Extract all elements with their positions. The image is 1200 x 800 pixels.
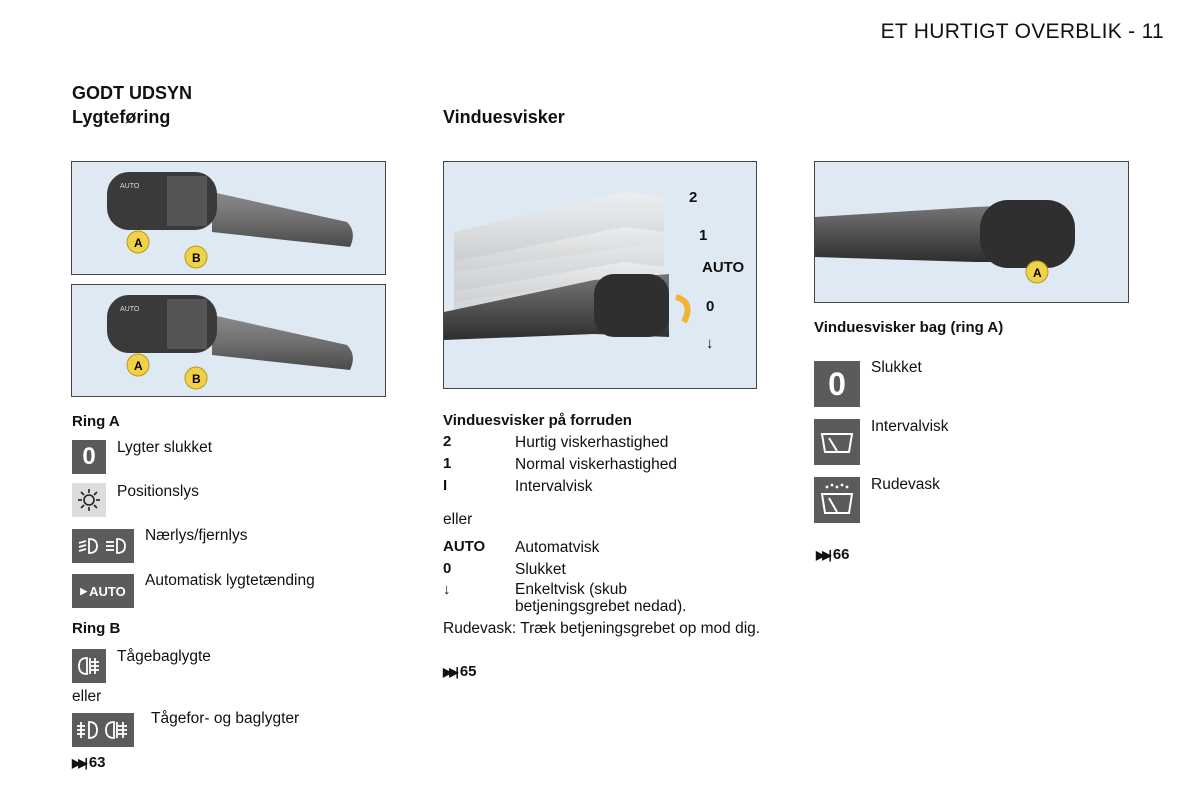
ring-b-title: Ring B (72, 620, 121, 637)
wiper-key: 1 (443, 455, 452, 472)
light-stalk-image-1 (71, 161, 386, 275)
ring-a-item-label: Positionslys (117, 483, 199, 500)
forward-icon: ▶▶| (816, 547, 829, 562)
wiper-desc: Normal viskerhastighed (515, 456, 677, 473)
wiper-desc: Intervalvisk (515, 478, 593, 495)
page-reference-63[interactable]: ▶▶| 63 (72, 754, 106, 771)
wiper-interval-icon (814, 419, 860, 465)
rear-item-label: Intervalvisk (871, 418, 949, 435)
wiper-position-label: ↓ (706, 335, 714, 352)
auto-mark: AUTO (120, 306, 140, 313)
light-stalk-image-2 (71, 284, 386, 397)
ring-b-marker: B (192, 251, 201, 265)
or-text: eller (72, 688, 102, 705)
zero-icon: 0 (814, 361, 860, 407)
position-light-icon (72, 483, 106, 517)
wiper-key: ↓ (443, 581, 451, 598)
wiper-desc: Automatvisk (515, 539, 600, 556)
rear-item-label: Rudevask (871, 476, 940, 493)
rear-wiper-title: Vinduesvisker bag (ring A) (814, 319, 1004, 336)
forward-icon: ▶▶| (443, 664, 456, 679)
auto-mark: AUTO (120, 183, 140, 190)
rear-fog-icon (72, 649, 106, 683)
wiper-key: 0 (443, 560, 452, 577)
wiper-key: 2 (443, 433, 452, 450)
wiper-wash-icon (814, 477, 860, 523)
auto-light-icon: ▶ AUTO (72, 574, 134, 608)
ring-a-title: Ring A (72, 413, 120, 430)
ring-a-marker: A (1033, 266, 1042, 280)
front-wiper-title: Vinduesvisker på forruden (443, 412, 632, 429)
wiper-position-label: 2 (689, 189, 698, 206)
page-reference-65[interactable]: ▶▶| 65 (443, 663, 477, 680)
ring-a-item-label: Automatisk lygtetænding (145, 572, 315, 589)
wiper-desc: Enkeltvisk (skub betjeningsgrebet nedad). (515, 581, 687, 615)
ring-b-marker: B (192, 372, 201, 386)
page-header: ET HURTIGT OVERBLIK - 11 (880, 20, 1164, 43)
front-rear-fog-icon (72, 713, 134, 747)
ring-a-marker: A (134, 236, 143, 250)
page-reference-66[interactable]: ▶▶| 66 (816, 546, 850, 563)
forward-icon: ▶▶| (72, 755, 85, 770)
lights-heading: Lygteføring (72, 107, 171, 127)
wipers-heading: Vinduesvisker (443, 107, 565, 127)
washer-text: Rudevask: Træk betjeningsgrebet op mod dig. (443, 620, 761, 637)
wiper-key: AUTO (443, 538, 486, 555)
wiper-desc: Hurtig viskerhastighed (515, 434, 669, 451)
or-text: eller (443, 511, 473, 528)
zero-icon: 0 (72, 440, 106, 474)
ring-b-item-label: Tågebaglygte (117, 648, 211, 665)
ring-a-marker: A (134, 359, 143, 373)
ring-a-item-label: Lygter slukket (117, 439, 213, 456)
wiper-position-label: 0 (706, 298, 715, 315)
rear-item-label: Slukket (871, 359, 922, 376)
wiper-desc: Slukket (515, 561, 566, 578)
wiper-position-label: 1 (699, 227, 708, 244)
ring-a-item-label: Nærlys/fjernlys (145, 527, 248, 544)
section-title: GODT UDSYN (72, 83, 193, 103)
wiper-key: I (443, 477, 448, 494)
low-high-beam-icon (72, 529, 134, 563)
ring-b-item-label: Tågefor- og baglygter (151, 710, 300, 727)
wiper-position-label: AUTO (702, 259, 745, 276)
wiper-stalk-image (443, 161, 757, 389)
rear-wiper-stalk-image (814, 161, 1129, 303)
